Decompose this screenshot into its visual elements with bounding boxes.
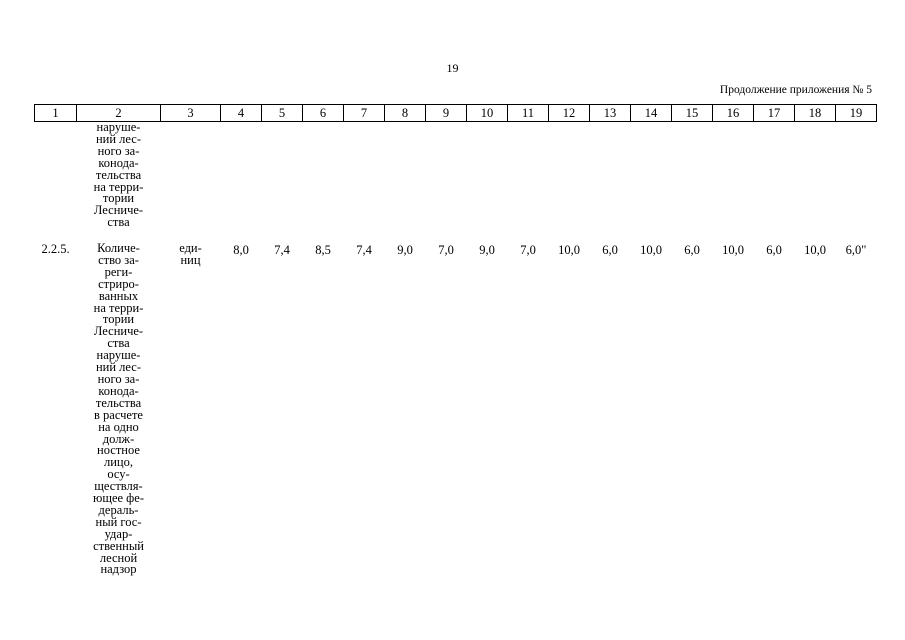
row-unit — [161, 122, 221, 241]
row-value: 10,0 — [558, 243, 580, 257]
column-header: 16 — [713, 105, 754, 122]
row-name: Количе- ство за- реги- стриро- ванных на терри- тории Лесниче- ства наруше- ний лес- ного за- конода- тельства в расчете на одно долж- ностное лицо, осу- ществля- ющее фе- дераль- ный гос- удар- ственный лесной надзор — [93, 241, 144, 577]
column-header: 9 — [426, 105, 467, 122]
row-unit: еди- ниц — [179, 241, 202, 267]
row-value: 8,5 — [315, 243, 331, 257]
row-value: 6,0" — [845, 243, 867, 257]
column-header: 14 — [631, 105, 672, 122]
column-header: 15 — [672, 105, 713, 122]
column-header: 7 — [344, 105, 385, 122]
row-value — [795, 122, 836, 241]
column-header: 3 — [161, 105, 221, 122]
row-code: 2.2.5. — [41, 242, 70, 256]
column-header: 2 — [77, 105, 161, 122]
row-value: 8,0 — [233, 243, 249, 257]
row-value — [303, 122, 344, 241]
row-value — [631, 122, 672, 241]
column-header: 17 — [754, 105, 795, 122]
column-header: 18 — [795, 105, 836, 122]
row-value: 9,0 — [397, 243, 413, 257]
table-row — [35, 122, 877, 241]
column-header: 8 — [385, 105, 426, 122]
row-value — [713, 122, 754, 241]
row-value: 10,0 — [640, 243, 662, 257]
table-row — [35, 240, 877, 576]
row-value — [385, 122, 426, 241]
row-value: 6,0 — [684, 243, 700, 257]
row-value: 7,4 — [274, 243, 290, 257]
row-value — [344, 122, 385, 241]
column-header: 13 — [590, 105, 631, 122]
column-header: 12 — [549, 105, 590, 122]
row-value: 9,0 — [479, 243, 495, 257]
row-value — [508, 122, 549, 241]
row-value: 7,0 — [520, 243, 536, 257]
row-value — [221, 122, 262, 241]
row-value — [467, 122, 508, 241]
row-value: 10,0 — [722, 243, 744, 257]
column-header: 1 — [35, 105, 77, 122]
column-header: 10 — [467, 105, 508, 122]
row-value — [262, 122, 303, 241]
row-value — [549, 122, 590, 241]
row-value — [590, 122, 631, 241]
row-value — [754, 122, 795, 241]
column-header: 6 — [303, 105, 344, 122]
data-table — [34, 104, 877, 576]
row-value: 7,4 — [356, 243, 372, 257]
row-name: наруше- ний лес- ного за- конода- тельства на терри- тории Лесниче- ства — [93, 120, 144, 230]
row-value: 6,0 — [602, 243, 618, 257]
row-value — [672, 122, 713, 241]
row-value: 6,0 — [766, 243, 782, 257]
column-header: 4 — [221, 105, 262, 122]
column-header: 11 — [508, 105, 549, 122]
column-header: 19 — [836, 105, 877, 122]
row-value — [836, 122, 877, 241]
header-row — [35, 105, 877, 122]
row-value: 7,0 — [438, 243, 454, 257]
page-number: 19 — [446, 61, 459, 75]
column-header: 5 — [262, 105, 303, 122]
row-value: 10,0 — [804, 243, 826, 257]
row-code — [35, 122, 77, 241]
row-value — [426, 122, 467, 241]
continuation-label: Продолжение приложения № 5 — [719, 84, 872, 96]
